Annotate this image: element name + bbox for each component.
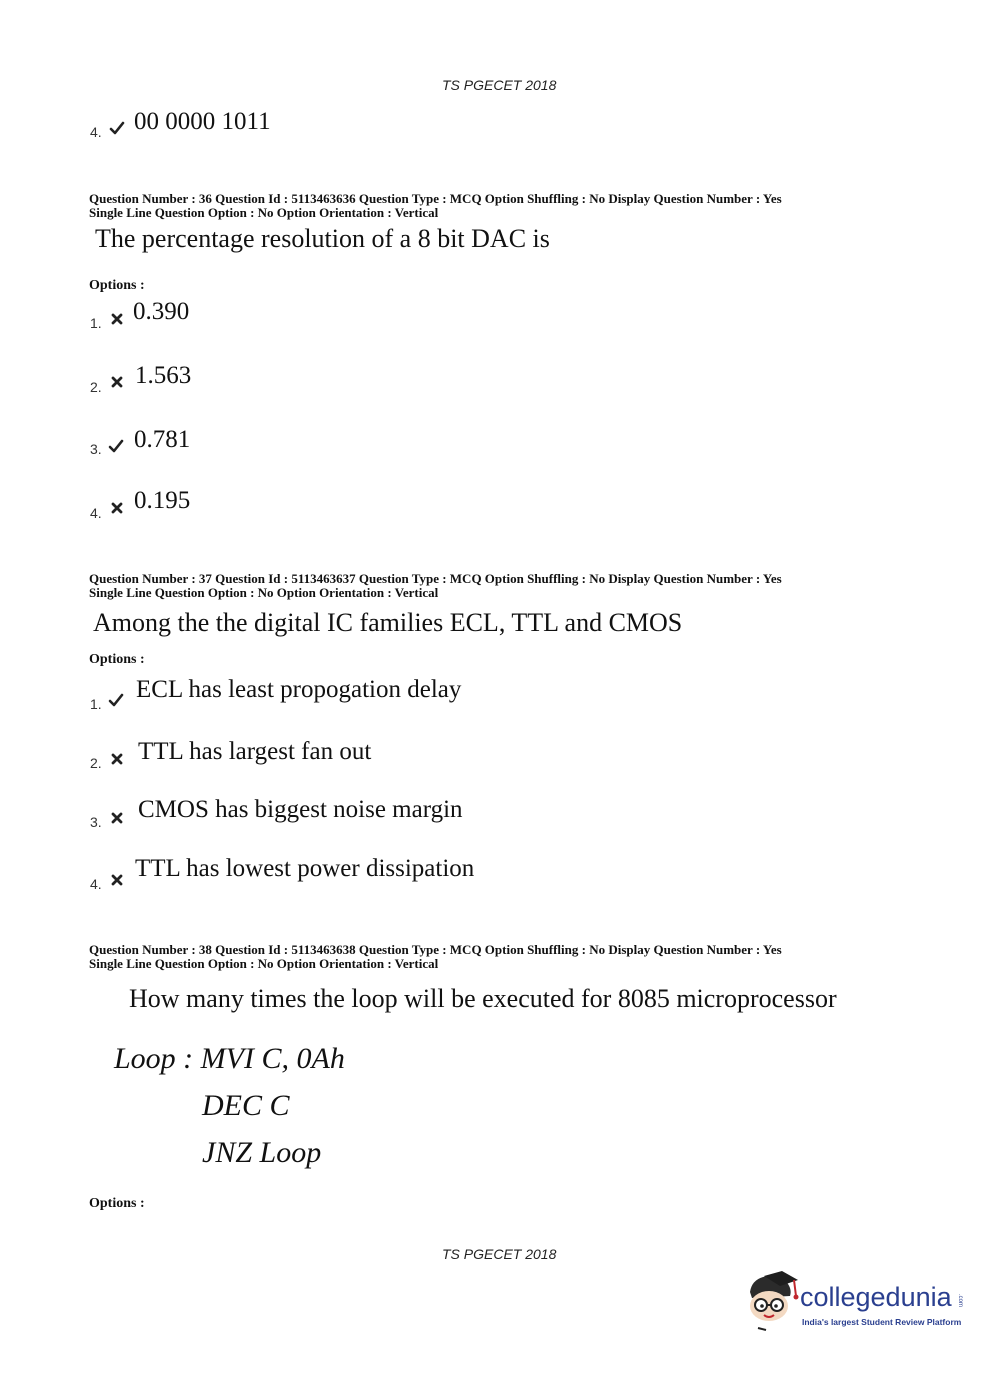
option-text: 0.781: [134, 426, 191, 453]
option-text: 00 0000 1011: [134, 108, 271, 135]
question-text: How many times the loop will be executed for 8085 microprocessor: [129, 984, 837, 1013]
question-meta: [89, 572, 782, 600]
option-text: 0.195: [134, 487, 191, 514]
cross-icon: [109, 872, 125, 888]
option-number: 1.: [90, 696, 102, 712]
option-text: TTL has largest fan out: [138, 738, 372, 765]
cross-icon: [109, 810, 125, 826]
logo-tagline: India's largest Student Review Platform: [802, 1317, 962, 1327]
cross-icon: [109, 311, 125, 327]
page-footer: TS PGECET 2018: [442, 1246, 557, 1262]
option-number: 2.: [90, 379, 102, 395]
check-icon: [109, 120, 125, 136]
options-label: Options :: [89, 652, 145, 667]
code-line-1: Loop : MVI C, 0Ah: [114, 1042, 345, 1075]
cross-icon: [109, 751, 125, 767]
question-meta-line1: Question Number : 36 Question Id : 5113463636 Question Type : MCQ Option Shuffling : No Display Question Number : Yes: [89, 191, 782, 206]
question-meta-line1: Question Number : 37 Question Id : 5113463637 Question Type : MCQ Option Shuffling : No Display Question Number : Yes: [89, 571, 782, 586]
question-meta-line2: Single Line Question Option : No Option Orientation : Vertical: [89, 585, 439, 600]
question-text: Among the the digital IC families ECL, TTL and CMOS: [93, 608, 683, 637]
option-text: TTL has lowest power dissipation: [135, 855, 475, 882]
question-text: The percentage resolution of a 8 bit DAC is: [95, 224, 550, 253]
option-number: 4.: [90, 505, 102, 521]
options-label: Options :: [89, 1196, 145, 1211]
option-number: 2.: [90, 755, 102, 771]
question-meta-line2: Single Line Question Option : No Option Orientation : Vertical: [89, 205, 439, 220]
option-text: 0.390: [133, 298, 190, 325]
logo-com: .com: [957, 1294, 963, 1308]
question-meta: [89, 943, 782, 971]
option-number: 4.: [90, 876, 102, 892]
options-label: Options :: [89, 278, 145, 293]
check-icon: [108, 438, 124, 454]
option-number: 1.: [90, 315, 102, 331]
check-icon: [108, 692, 124, 708]
page-header: TS PGECET 2018: [442, 77, 557, 93]
collegedunia-logo: [742, 1270, 972, 1340]
option-number: 4.: [90, 124, 102, 140]
option-text: ECL has least propogation delay: [136, 676, 462, 703]
option-number: 3.: [90, 814, 102, 830]
code-line-3: JNZ Loop: [202, 1136, 322, 1169]
question-meta-line1: Question Number : 38 Question Id : 5113463638 Question Type : MCQ Option Shuffling : No Display Question Number : Yes: [89, 942, 782, 957]
mascot-icon: [742, 1270, 800, 1336]
question-meta-line2: Single Line Question Option : No Option Orientation : Vertical: [89, 956, 439, 971]
option-text: CMOS has biggest noise margin: [138, 796, 463, 823]
question-meta: [89, 192, 782, 220]
cross-icon: [109, 500, 125, 516]
option-text: 1.563: [135, 362, 192, 389]
logo-wordmark: collegedunia: [800, 1282, 952, 1312]
cross-icon: [109, 374, 125, 390]
option-number: 3.: [90, 441, 102, 457]
code-line-2: DEC C: [202, 1089, 290, 1122]
